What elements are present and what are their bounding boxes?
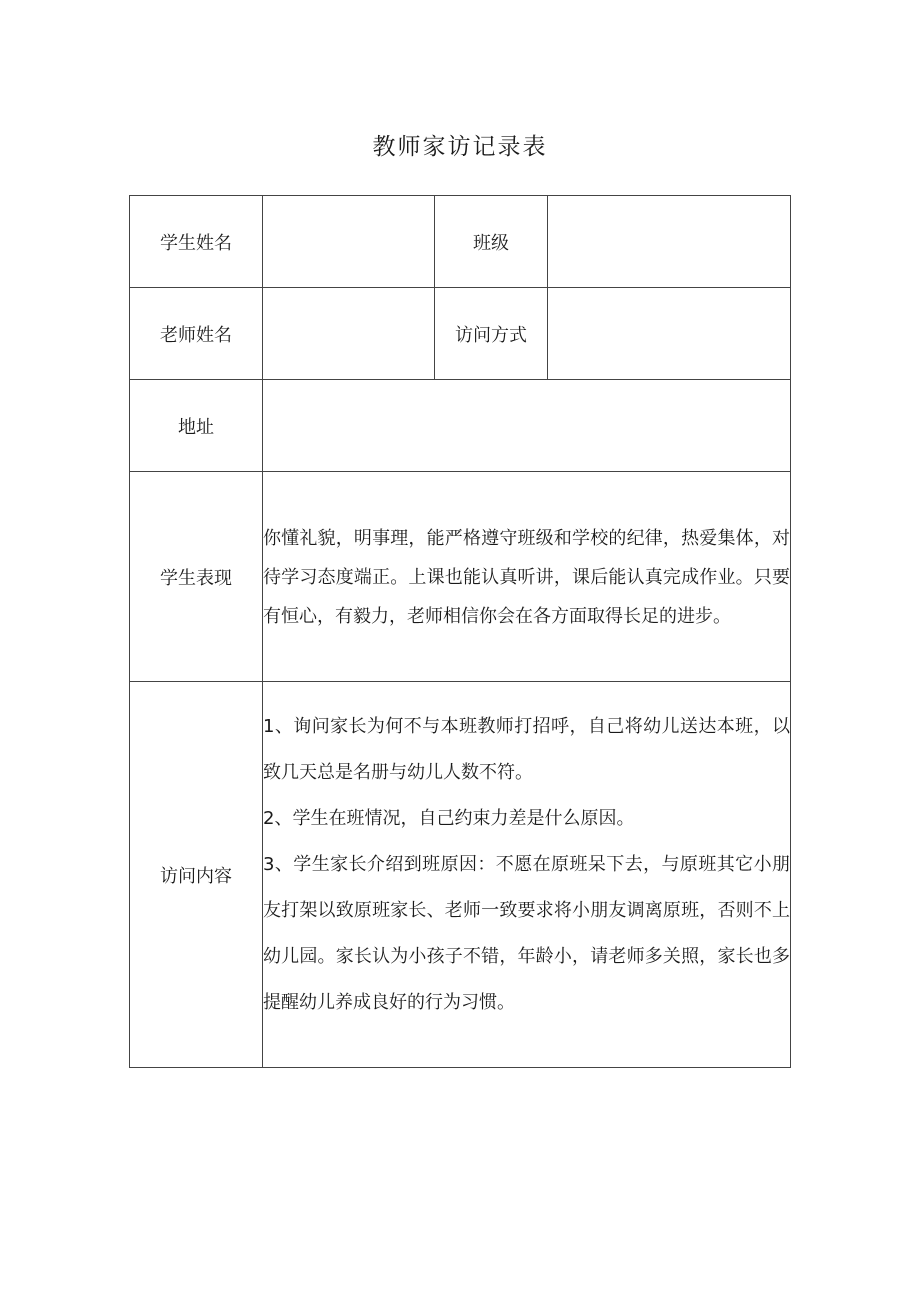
table-row: [130, 288, 791, 380]
visit-method-field[interactable]: [548, 288, 791, 380]
table-row: [130, 196, 791, 288]
address-field[interactable]: [263, 380, 791, 472]
visit-content-label: 访问内容: [130, 682, 263, 1068]
performance-cell[interactable]: [263, 472, 791, 682]
student-name-field[interactable]: [263, 196, 435, 288]
table-row: [130, 682, 791, 1068]
class-field[interactable]: [548, 196, 791, 288]
visit-method-label: 访问方式: [435, 288, 548, 380]
visit-content-list: [263, 682, 790, 1026]
teacher-name-label: 老师姓名: [130, 288, 263, 380]
page-title: 教师家访记录表: [372, 134, 548, 160]
performance-text: 你懂礼貌，明事理，能严格遵守班级和学校的纪律，热爱集体，对待学习态度端正。上课也能认真听讲，课后能认真完成作业。只要有恒心，有毅力，老师相信你会在各方面取得长足的进步。: [263, 528, 790, 627]
performance-label: 学生表现: [130, 472, 263, 682]
table-row: [130, 472, 791, 682]
table-row: [130, 380, 791, 472]
student-name-label: 学生姓名: [130, 196, 263, 288]
visit-content-item: 1、询问家长为何不与本班教师打招呼，自己将幼儿送达本班，以致几天总是名册与幼儿人数不符。: [263, 716, 790, 783]
class-label: 班级: [435, 196, 548, 288]
address-label: 地址: [130, 380, 263, 472]
visit-content-item: 2、学生在班情况，自己约束力差是什么原因。: [263, 808, 635, 829]
teacher-name-field[interactable]: [263, 288, 435, 380]
home-visit-record-table: [129, 195, 791, 1068]
visit-content-item: 3、学生家长介绍到班原因：不愿在原班呆下去，与原班其它小朋友打架以致原班家长、老师一致要求将小朋友调离原班，否则不上幼儿园。家长认为小孩子不错，年龄小，请老师多关照，家长也多提醒幼儿养成良好的行为习惯。: [263, 854, 790, 1013]
visit-content-cell[interactable]: [263, 682, 791, 1068]
